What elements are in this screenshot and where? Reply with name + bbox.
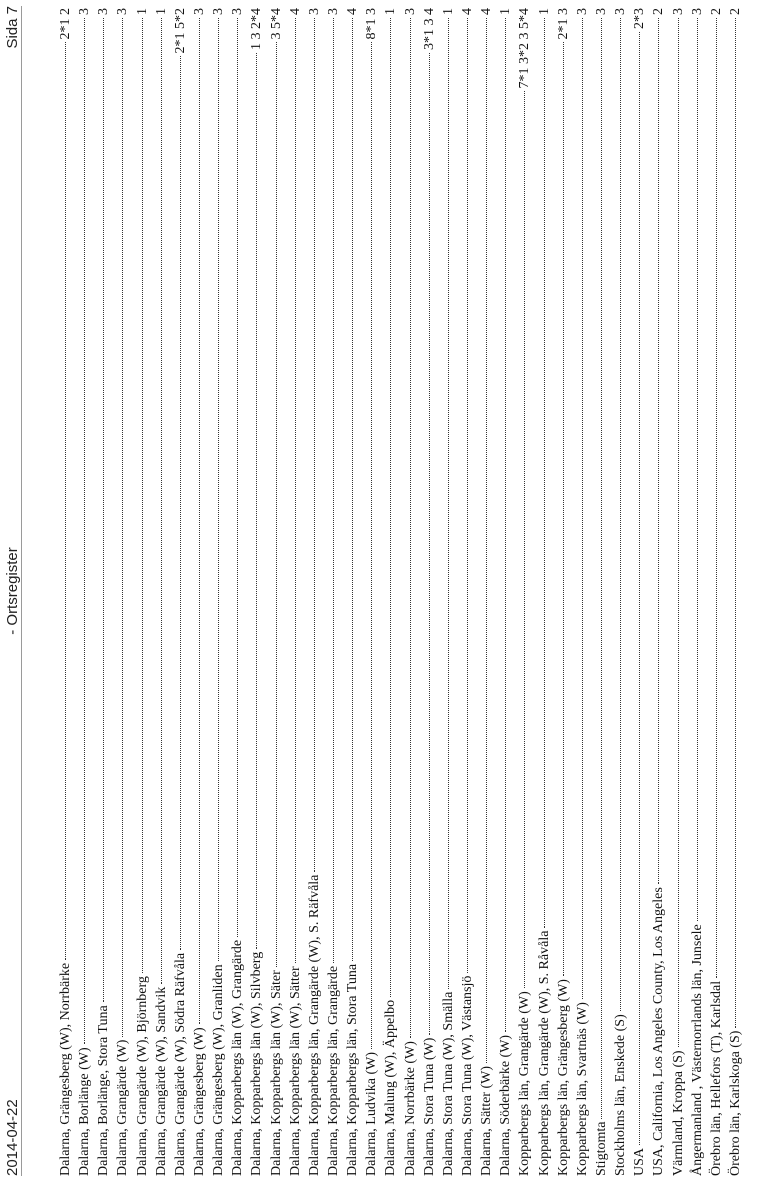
place-name: Dalarna, Grangärde (W), Sandvik <box>153 986 169 1176</box>
place-name: Dalarna, Kopparbergs län (W), Grangärde <box>230 939 246 1176</box>
place-name: Dalarna, Stora Tuna (W), Smälla <box>440 991 456 1176</box>
place-name: Dalarna, Grangärde (W) <box>115 1039 131 1176</box>
page-references: 3 <box>115 8 131 15</box>
place-name: Dalarna, Sätter (W) <box>479 1066 495 1176</box>
dot-leader <box>255 53 257 949</box>
index-entry <box>133 8 152 1176</box>
place-name: Värmland, Kroppa (S) <box>670 1050 686 1176</box>
dot-leader <box>581 18 583 999</box>
place-name: Dalarna, Grängesberg (W), Norrbärke <box>58 962 73 1176</box>
header-divider <box>21 6 22 1176</box>
index-entry <box>190 8 209 1176</box>
index-entry <box>209 8 228 1176</box>
page-references: 1 <box>536 8 552 15</box>
dot-leader <box>696 18 698 921</box>
index-entry <box>496 8 515 1176</box>
dot-leader <box>600 18 602 1119</box>
dot-leader <box>447 18 449 989</box>
index-entry <box>267 8 286 1176</box>
dot-leader <box>198 18 200 1024</box>
page-references: 2*1 2 <box>58 8 73 40</box>
index-entry <box>554 8 573 1176</box>
place-name: Dalarna, Malung (W), Äppelbo <box>383 999 399 1176</box>
index-entry <box>439 8 458 1176</box>
page-references: 2 <box>651 8 667 15</box>
page-references: 4 <box>459 8 475 15</box>
place-name: Dalarna, Ludvika (W) <box>364 1052 380 1176</box>
place-name: Ångermanland , Västernorrlands län, Junsele <box>689 924 705 1176</box>
page-references: 3 <box>96 8 112 15</box>
place-name: Dalarna, Kopparbergs län, Grangärde <box>325 965 341 1176</box>
dot-leader <box>657 18 659 884</box>
place-name: Dalarna, Stora Tuna (W), Västansjö <box>459 975 475 1176</box>
dot-leader <box>179 57 181 950</box>
index-entry <box>401 8 420 1176</box>
dot-leader <box>83 18 85 1044</box>
page-references: 3 5*4 <box>268 8 284 40</box>
page-references: 3 <box>191 8 207 15</box>
dot-leader <box>523 92 525 989</box>
dot-leader <box>102 18 104 1002</box>
dot-leader <box>64 43 66 960</box>
dot-leader <box>409 18 411 1038</box>
dot-leader <box>351 18 353 961</box>
place-name: Örebro län, Karlskoga (S) <box>727 1030 743 1176</box>
index-entry <box>515 8 534 1176</box>
place-name: USA, California, Los Angeles County, Los Angeles <box>651 887 667 1176</box>
index-entry <box>324 8 343 1176</box>
dot-leader <box>677 18 679 1047</box>
place-name: Örebro län, Hellefors (T), Karlsdal <box>708 980 724 1176</box>
page-references: 3 <box>593 8 609 15</box>
page-references: 4 <box>287 8 303 15</box>
dot-leader <box>236 18 238 937</box>
index-entry <box>75 8 94 1176</box>
page-references: 3 <box>402 8 418 15</box>
page-references: 1 <box>383 8 399 15</box>
page-references: 1 <box>440 8 456 15</box>
place-name: Dalarna, Grängesberg (W) <box>191 1027 207 1176</box>
dot-leader <box>370 43 372 1050</box>
index-entry <box>688 8 707 1176</box>
dot-leader <box>217 18 219 961</box>
page-references: 3 <box>306 8 322 15</box>
index-entry <box>305 8 324 1176</box>
place-name: Kopparbergs län, Grängesberg (W) <box>555 979 571 1176</box>
dot-leader <box>504 18 506 1032</box>
page-references: 3 <box>689 8 705 15</box>
index-entry <box>707 8 726 1176</box>
header-page-number: Sida 7 <box>4 6 21 49</box>
page-references: 3 <box>325 8 341 15</box>
dot-leader <box>715 18 717 978</box>
index-entry <box>286 8 305 1176</box>
place-name: Dalarna, Kopparbergs län (W), Silvberg <box>249 951 265 1176</box>
place-name: Dalarna, Kopparbergs län, Grangärde (W), S. Räfvåla <box>306 874 322 1176</box>
place-name: Dalarna, Borlänge (W) <box>77 1047 93 1176</box>
place-name: Kopparbergs län, Svartnäs (W) <box>574 1002 590 1176</box>
dot-leader <box>638 32 640 1145</box>
index-entry <box>477 8 496 1176</box>
place-name: Dalarna, Kopparbergs län (W), Säter <box>268 970 284 1176</box>
dot-leader <box>389 18 391 997</box>
index-entry <box>247 8 266 1176</box>
index-entry <box>56 8 75 1176</box>
page-references: 2*1 3 <box>555 8 571 40</box>
index-entry <box>228 8 247 1176</box>
page-references: 1 <box>153 8 169 15</box>
dot-leader <box>141 18 143 973</box>
place-index-list <box>56 8 745 1176</box>
header-title: - Ortsregister <box>4 547 21 635</box>
page-references: 3 <box>613 8 629 15</box>
index-entry <box>381 8 400 1176</box>
page-references: 3 <box>77 8 93 15</box>
page-references: 1 3 2*4 <box>249 8 265 50</box>
place-name: Dalarna, Kopparbergs län (W), Sätter <box>287 966 303 1176</box>
page-references: 2*1 5*2 <box>172 8 188 54</box>
page-references: 3 <box>670 8 686 15</box>
dot-leader <box>619 18 621 1011</box>
index-entry <box>152 8 171 1176</box>
index-entry <box>726 8 745 1176</box>
place-name: Dalarna, Stora Tuna (W) <box>421 1037 437 1176</box>
dot-leader <box>485 18 487 1063</box>
header-date: 2014-04-22 <box>4 1099 21 1176</box>
index-entry <box>535 8 554 1176</box>
dot-leader <box>121 18 123 1037</box>
index-entry <box>458 8 477 1176</box>
dot-leader <box>734 18 736 1028</box>
page-references: 3 <box>230 8 246 15</box>
index-entry <box>343 8 362 1176</box>
index-entry <box>669 8 688 1176</box>
page-references: 2 <box>708 8 724 15</box>
place-name: Kopparbergs län, Grangärde (W) <box>517 991 533 1176</box>
dot-leader <box>562 43 564 977</box>
page-references: 4 <box>479 8 495 15</box>
index-entry <box>573 8 592 1176</box>
dot-leader <box>543 18 545 928</box>
page-references: 3 <box>211 8 227 15</box>
place-name: Dalarna, Borlänge, Stora Tuna <box>96 1005 112 1176</box>
dot-leader <box>313 18 315 872</box>
place-name: Dalarna, Grängesberg (W), Granliden <box>211 964 227 1176</box>
index-entry <box>630 8 649 1176</box>
index-entry <box>649 8 668 1176</box>
page-references: 8*1 3 <box>364 8 380 40</box>
dot-leader <box>332 18 334 963</box>
place-name: Dalarna, Norrbärke (W) <box>402 1041 418 1176</box>
place-name: Dalarna, Grangärde (W), Björnberg <box>134 976 150 1176</box>
page-references: 3 <box>574 8 590 15</box>
index-entry <box>420 8 439 1176</box>
page-references: 7*1 3*2 3 5*4 <box>517 8 533 89</box>
page-references: 1 <box>134 8 150 15</box>
place-name: USA <box>632 1147 648 1176</box>
index-entry <box>362 8 381 1176</box>
dot-leader <box>275 43 277 968</box>
page-header <box>0 0 22 1182</box>
index-entry <box>611 8 630 1176</box>
index-entry <box>94 8 113 1176</box>
place-name: Stigtomta <box>593 1121 609 1176</box>
page-references: 2*3 <box>632 8 648 29</box>
dot-leader <box>428 53 430 1035</box>
page-references: 1 <box>498 8 514 15</box>
dot-leader <box>160 18 162 984</box>
place-name: Dalarna, Grangärde (W), Södra Räfvåla <box>172 952 188 1176</box>
index-entry <box>113 8 132 1176</box>
page-references: 2 <box>727 8 743 15</box>
index-entry <box>592 8 611 1176</box>
dot-leader <box>294 18 296 963</box>
place-name: Dalarna, Kopparbergs län, Stora Tuna <box>345 963 361 1176</box>
index-entry <box>171 8 190 1176</box>
place-name: Stockholms län, Enskede (S) <box>613 1014 629 1176</box>
dot-leader <box>466 18 468 973</box>
page-references: 3*1 3 4 <box>421 8 437 50</box>
place-name: Kopparbergs län, Grangärde (W), S. Råvåla <box>536 930 552 1176</box>
page-references: 4 <box>345 8 361 15</box>
place-name: Dalarna, Söderbärke (W) <box>498 1034 514 1176</box>
